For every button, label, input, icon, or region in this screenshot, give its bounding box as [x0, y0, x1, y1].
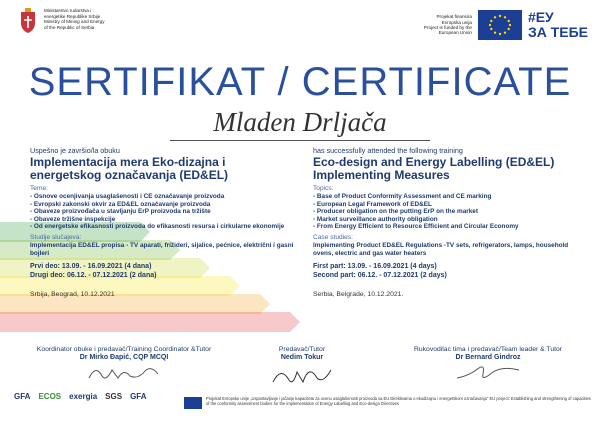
eu-header [392, 10, 588, 40]
case-text: Implementacija ED&EL propisa - TV aparati, frižideri, sijalice, pećnice, električni i gasni bojleri [30, 241, 294, 257]
eu-line: European Union [438, 30, 472, 36]
topic-item: - European Legal Framework of ED&EL [313, 200, 432, 208]
topic-item: - Market surveillance authority obligation [313, 215, 438, 223]
place-date: Srbija, Beograd, 10.12.2021 [30, 291, 115, 299]
case-label: Studije slučajeva: [30, 233, 82, 241]
eu-line: Project is funded by the [423, 25, 472, 30]
eu-hashtag-line: ЗА ТЕБЕ [527, 24, 588, 40]
topic-item: - Evropski zakonski okvir za ED&EL označavanje proizvoda [30, 200, 211, 208]
right-column-english [313, 147, 578, 299]
handwritten-signature-icon [267, 362, 337, 388]
dates-block [30, 263, 295, 280]
gfa-logo: GFA [130, 392, 147, 401]
topics-label: Teme: [30, 185, 48, 192]
eu-line: Evropska unija [441, 19, 472, 25]
topic-item: - Od energetske efikasnosti proizvoda do efikasnosti resursa i cirkularne ekonomije [30, 223, 285, 231]
handwritten-signature-icon [453, 362, 523, 384]
place-date: Serbia, Belgrade, 10.12.2021. [313, 291, 404, 299]
topic-item: - From Energy Efficient to Resource Efficient and Circular Economy [313, 223, 519, 231]
name-underline [170, 140, 430, 141]
certificate-title: SERTIFIKAT / CERTIFICATE [28, 60, 572, 104]
eu-hashtag-line: #ЕУ [527, 9, 554, 25]
signature-name: Nedim Tokur [280, 354, 324, 361]
project-footer: Projekat Evropske unije „Uspostavljanje i jačanje kapaciteta za ocenu usaglašenosti proizvoda sa EU Direktivama o ekodizajnu i energetskom označavanju“ EU project: Establishing and strengthening of capacities of the conformity assessment bodies for the implementation of Energy Labelling and Eco-design Directives [206, 396, 591, 407]
partner-logos [14, 392, 147, 401]
topics-label: Topics: [313, 185, 334, 192]
date-line: First part: 13.09. - 16.09.2021 (4 days) [313, 263, 437, 271]
topic-item: - Osnove ocenjivanja usaglašenosti i CE označavanje proizvoda [30, 193, 225, 200]
signature-role: Koordinator obuke i predavač/Training Coordinator &Tutor [36, 346, 212, 353]
recipient-name: Mladen Drljača [213, 107, 387, 137]
dates-block [313, 263, 578, 280]
date-line: Prvi deo: 13.09. - 16.09.2021 (4 dana) [30, 263, 152, 271]
topic-item: - Obaveze tržišne inspekcije [30, 215, 116, 223]
signature-role: Rukovodilac tima i predavač/Team leader & Tutor [413, 346, 563, 353]
left-column-serbian [30, 147, 295, 299]
signature-name: Dr Bernard Gindroz [455, 354, 521, 361]
signature-coordinator [8, 346, 240, 384]
gfa-logo: GFA [14, 392, 31, 401]
ministry-text [44, 8, 154, 30]
eu-flag-small-icon [184, 397, 202, 409]
ecos-logo: ECOS [38, 392, 62, 401]
topic-item: - Producer obligation on the putting ErP on the market [313, 208, 478, 216]
date-line: Second part: 06.12. - 07.12.2021 (2 days) [313, 271, 447, 279]
date-line: Drugi deo: 06.12. - 07.12.2021 (2 dana) [30, 271, 157, 279]
training-title: Implementacija mera Eko-dizajna i energetskog označavanja (ED&EL) [30, 155, 229, 182]
topic-item: - Obaveze proizvođača u stavljanju ErP proizvoda na tržište [30, 208, 211, 216]
ministry-line: of the Republic of Serbia [44, 24, 95, 30]
lead-text: has successfully attended the following training [313, 146, 463, 155]
case-text: Implementing Product ED&EL Regulations -TV sets, refrigerators, lamps, household ovens, electric and gas water heaters [313, 241, 569, 257]
signature-tutor [252, 346, 352, 388]
eu-line: Projekat finansira [436, 14, 472, 20]
topic-item: - Base of Product Conformity Assessment and CE marking [313, 193, 492, 200]
eu-flag-icon [478, 10, 522, 40]
signature-team-leader [378, 346, 598, 384]
serbia-crest-icon [18, 8, 38, 34]
training-title: Eco-design and Energy Labelling (ED&EL) Implementing Measures [313, 155, 555, 182]
ministry-line: Ministry of Mining and Energy [44, 19, 105, 25]
exergia-logo: exergia [69, 392, 98, 401]
ministry-line: Ministarstvo rudarstva i [44, 8, 92, 13]
case-label: Case studies: [313, 233, 353, 241]
lead-text: Uspešno je završio/la obuku [30, 146, 120, 155]
signature-name: Dr Mirko Đapić, CQP MCQI [79, 354, 169, 361]
sgs-logo: SGS [105, 392, 123, 401]
ministry-line: energetike Republike Srbije [44, 13, 101, 19]
eu-hashtag-logo [528, 10, 588, 40]
ministry-header [18, 8, 154, 34]
signature-role: Predavač/Tutor [278, 346, 326, 353]
eu-funding-text [392, 14, 472, 36]
handwritten-signature-icon [84, 362, 164, 384]
